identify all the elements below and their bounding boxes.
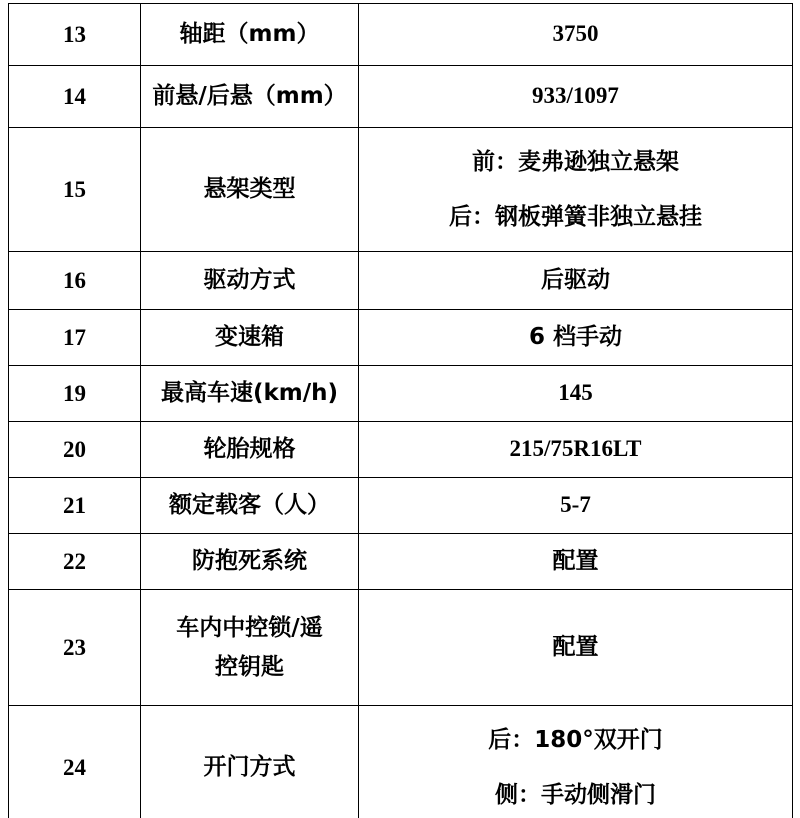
row-item: 额定载客（人） — [141, 478, 359, 534]
row-number: 14 — [9, 66, 141, 128]
row-value-line-1: 后：180°双开门 — [488, 726, 663, 753]
row-item-line-1: 车内中控锁/遥 — [176, 615, 323, 641]
row-item: 轴距（mm） — [141, 4, 359, 66]
table-row — [9, 310, 793, 366]
row-item — [141, 590, 359, 706]
table-row — [9, 478, 793, 534]
table-row — [9, 252, 793, 310]
row-number: 21 — [9, 478, 141, 534]
row-number: 19 — [9, 366, 141, 422]
table-row — [9, 366, 793, 422]
table-row — [9, 706, 793, 818]
row-value-text: 215/75R16LT — [509, 436, 642, 462]
row-number: 22 — [9, 534, 141, 590]
row-value-line-2: 后：钢板弹簧非独立悬挂 — [449, 203, 702, 230]
table-row — [9, 590, 793, 706]
row-value — [359, 706, 793, 818]
row-value: 配置 — [359, 534, 793, 590]
row-value-text: 145 — [558, 380, 593, 406]
row-value-line-2: 侧：手动侧滑门 — [495, 781, 656, 808]
vehicle-spec-table — [8, 3, 793, 818]
row-number: 16 — [9, 252, 141, 310]
row-number: 13 — [9, 4, 141, 66]
row-value — [359, 366, 793, 422]
row-value — [359, 66, 793, 128]
row-value-text: 3750 — [552, 21, 599, 47]
row-number: 15 — [9, 128, 141, 252]
row-value — [359, 422, 793, 478]
row-number: 20 — [9, 422, 141, 478]
row-number: 23 — [9, 590, 141, 706]
table-body — [9, 4, 793, 818]
row-item: 轮胎规格 — [141, 422, 359, 478]
row-item: 变速箱 — [141, 310, 359, 366]
row-item: 前悬/后悬（mm） — [141, 66, 359, 128]
row-item: 开门方式 — [141, 706, 359, 818]
row-value-text: 5-7 — [560, 492, 591, 518]
row-value: 6 档手动 — [359, 310, 793, 366]
table-row — [9, 422, 793, 478]
row-item: 最高车速(km/h) — [141, 366, 359, 422]
row-number: 24 — [9, 706, 141, 818]
row-item-line-2: 控钥匙 — [215, 653, 284, 680]
row-number: 17 — [9, 310, 141, 366]
row-value-text: 933/1097 — [532, 83, 619, 109]
row-item: 防抱死系统 — [141, 534, 359, 590]
table-row — [9, 128, 793, 252]
row-item: 悬架类型 — [141, 128, 359, 252]
row-value — [359, 478, 793, 534]
row-item: 驱动方式 — [141, 252, 359, 310]
row-value: 后驱动 — [359, 252, 793, 310]
table-row — [9, 534, 793, 590]
table-row — [9, 4, 793, 66]
row-value — [359, 4, 793, 66]
row-value — [359, 128, 793, 252]
row-value: 配置 — [359, 590, 793, 706]
table-row — [9, 66, 793, 128]
row-value-line-1: 前：麦弗逊独立悬架 — [472, 148, 679, 175]
